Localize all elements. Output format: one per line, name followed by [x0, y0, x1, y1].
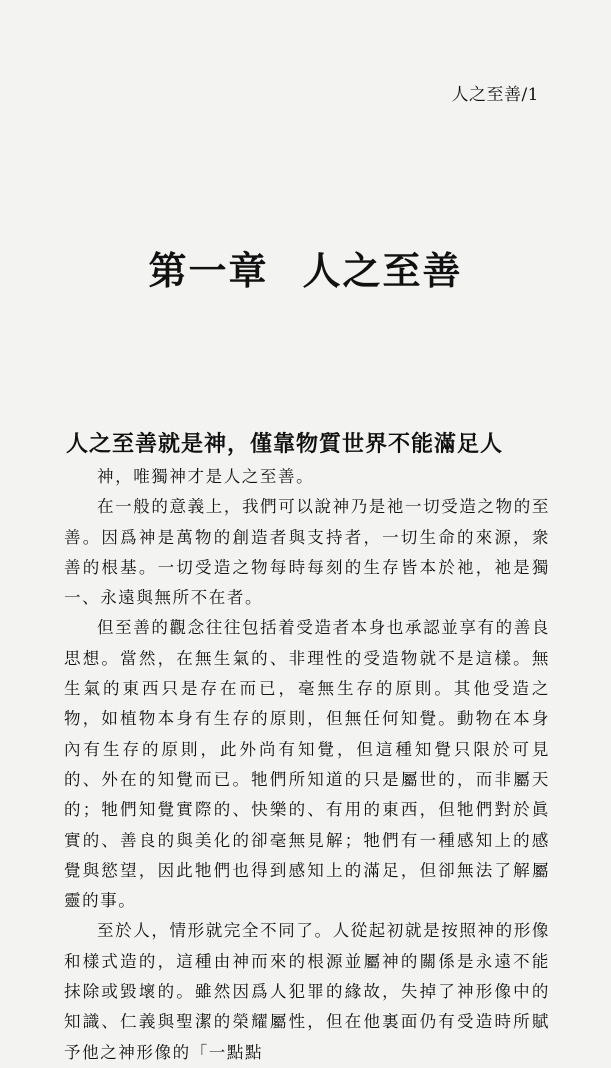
paragraph: 在一般的意義上，我們可以說神乃是祂一切受造之物的至善。因爲神是萬物的創造者與支持者，一切生命的來源，衆善的根基。一切受造之物每時每刻的生存皆本於祂，祂是獨一、永遠與無所不在者。 — [64, 497, 550, 608]
chapter-name: 人之至善 — [302, 249, 463, 293]
body-text — [64, 462, 550, 1068]
paragraph: 神，唯獨神才是人之至善。 — [97, 467, 315, 486]
running-header: 人之至善/1 — [451, 85, 539, 105]
section-heading: 人之至善就是神，僅靠物質世界不能滿足人 — [66, 432, 504, 457]
paragraph: 至於人，情形就完全不同了。人從起初就是按照神的形像和樣式造的，這種由神而來的根源並屬神的關係是永遠不能抹除或毀壞的。雖然因爲人犯罪的緣故，失掉了神形像中的知識、仁義與聖潔的榮耀屬性，但在他裏面仍有受造時所賦予他之神形像的「一點點 — [64, 921, 550, 1062]
paragraph: 但至善的觀念往往包括着受造者本身也承認並享有的善良思想。當然，在無生氣的、非理性的受造物就不是這樣。無生氣的東西只是存在而已，毫無生存的原則。其他受造之物，如植物本身有生存的原則，但無任何知覺。動物在本身內有生存的原則，此外尚有知覺，但這種知覺只限於可見的、外在的知覺而已。牠們所知道的只是屬世的，而非屬天的；牠們知覺實際的、快樂的、有用的東西，但牠們對於眞實的、善良的與美化的卻毫無見解；牠們有一種感知上的感覺與慾望，因此牠們也得到感知上的滿足，但卻無法了解屬靈的事。 — [64, 618, 550, 911]
chapter-title — [0, 240, 611, 295]
chapter-number: 第一章 — [148, 249, 269, 293]
